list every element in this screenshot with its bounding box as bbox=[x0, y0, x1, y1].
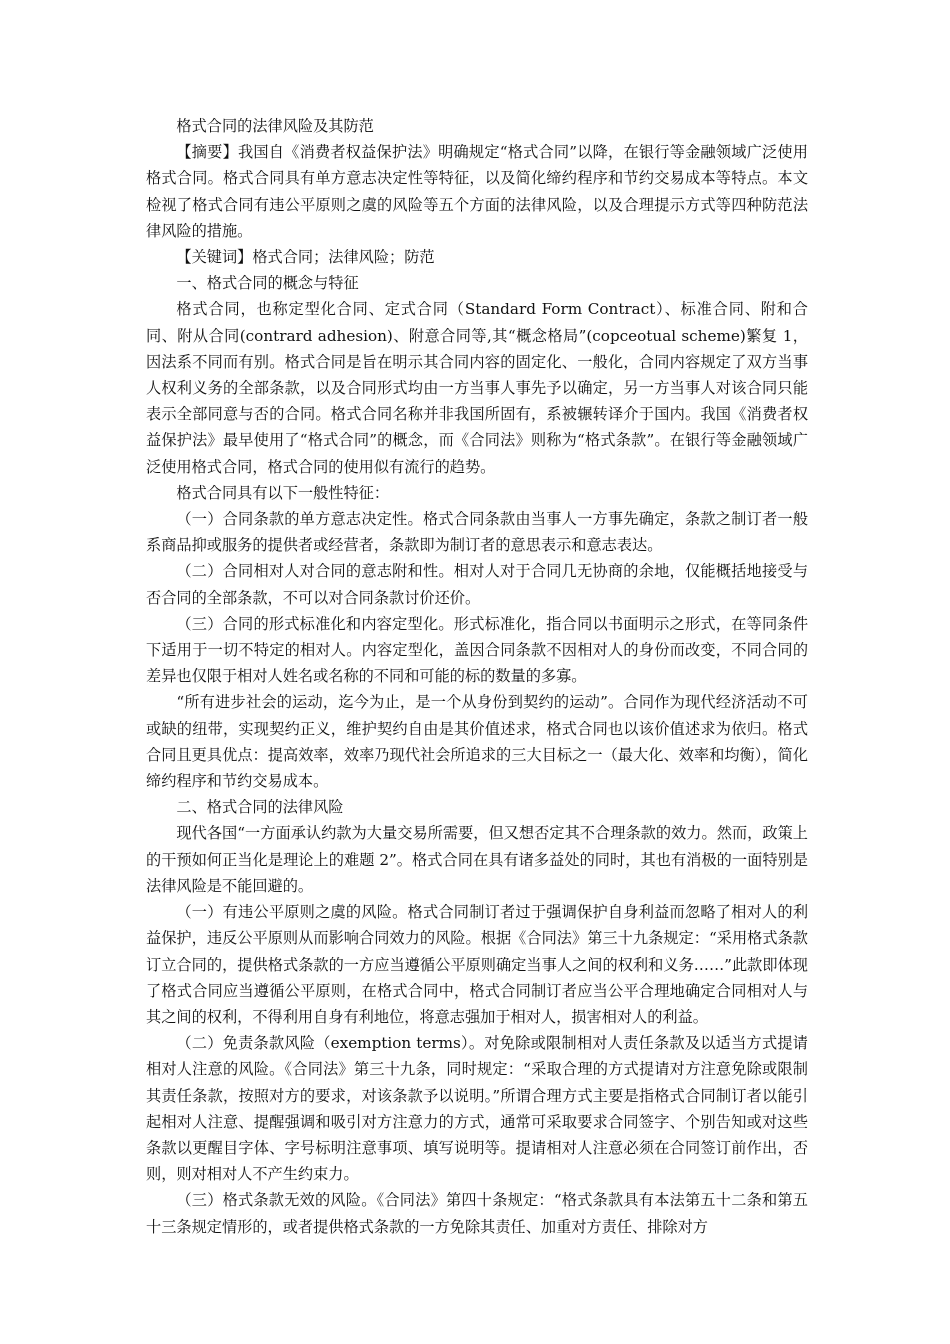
body-paragraph: （三）格式条款无效的风险。《合同法》第四十条规定：“格式条款具有本法第五十二条和第五十三条规定情形的，或者提供格式条款的一方免除其责任、加重对方责任、排除对方 bbox=[146, 1191, 808, 1236]
body-paragraph: （二）合同相对人对合同的意志附和性。相对人对于合同几无协商的余地，仅能概括地接受与否合同的全部条款，不可以对合同条款讨价还价。 bbox=[146, 562, 808, 607]
body-paragraph: （二）免责条款风险（exemption terms）。对免除或限制相对人责任条款及以适当方式提请相对人注意的风险。《合同法》第三十九条，同时规定：“采取合理的方式提请对方注意免除或限制其责任条款，按照对方的要求，对该条款予以说明。”所谓合理方式主要是指格式合同制订者以能引起相对人注意、提醒强调和吸引对方注意力的方式，通常可采取要求合同签字、个别告知或对这些条款以更醒目字体、字号标明注意事项、填写说明等。提请相对人注意必须在合同签订前作出，否则，则对相对人不产生约束力。 bbox=[146, 1034, 808, 1184]
body-paragraph: （一）有违公平原则之虞的风险。格式合同制订者过于强调保护自身利益而忽略了相对人的利益保护，违反公平原则从而影响合同效力的风险。根据《合同法》第三十九条规定：“采用格式条款订立合同的，提供格式条款的一方应当遵循公平原则确定当事人之间的权利和义务……”此款即体现了格式合同应当遵循公平原则，在格式合同中，格式合同制订者应当公平合理地确定合同相对人与其之间的权利，不得利用自身有利地位，将意志强加于相对人，损害相对人的利益。 bbox=[146, 903, 808, 1026]
body-paragraph: “所有进步社会的运动，迄今为止，是一个从身份到契约的运动”。合同作为现代经济活动不可或缺的纽带，实现契约正义，维护契约自由是其价值述求，格式合同也以该价值述求为依归。格式合同且更具优点：提高效率，效率乃现代社会所追求的三大目标之一（最大化、效率和均衡），简化缔约程序和节约交易成本。 bbox=[146, 693, 808, 791]
document-body bbox=[146, 113, 808, 1240]
body-paragraph: 格式合同，也称定型化合同、定式合同（Standard Form Contract）、标准合同、附和合同、附从合同(contrard adhesion)、附意合同等,其“概念格局”(copceotual scheme)繁复 1，因法系不同而有别。格式合同是旨在明示其合同内容的固定化、一般化，合同内容规定了双方当事人权利义务的全部条款，以及合同形式均由一方当事人事先予以确定，另一方当事人对该合同只能表示全部同意与否的合同。格式合同名称并非我国所固有，系被辗转译介于国内。我国《消费者权益保护法》最早使用了“格式合同”的概念，而《合同法》则称为“格式条款”。在银行等金融领域广泛使用格式合同，格式合同的使用似有流行的趋势。 bbox=[146, 300, 808, 476]
body-paragraph: 格式合同具有以下一般性特征： bbox=[176, 483, 390, 502]
body-paragraph: （一）合同条款的单方意志决定性。格式合同条款由当事人一方事先确定，条款之制订者一般系商品抑或服务的提供者或经营者，条款即为制订者的意思表示和意志表达。 bbox=[146, 510, 808, 555]
keywords-paragraph: 【关键词】格式合同；法律风险；防范 bbox=[176, 248, 435, 267]
section-heading-1: 一、格式合同的概念与特征 bbox=[176, 274, 359, 293]
abstract-paragraph: 【摘要】我国自《消费者权益保护法》明确规定“格式合同”以降，在银行等金融领域广泛使用格式合同。格式合同具有单方意志决定性等特征，以及简化缔约程序和节约交易成本等特点。本文检视了格式合同有违公平原则之虞的风险等五个方面的法律风险，以及合理提示方式等四种防范法律风险的措施。 bbox=[146, 143, 808, 240]
section-heading-2: 二、格式合同的法律风险 bbox=[176, 798, 344, 817]
body-paragraph: （三）合同的形式标准化和内容定型化。形式标准化，指合同以书面明示之形式，在等同条件下适用于一切不特定的相对人。内容定型化，盖因合同条款不因相对人的身份而改变，不同合同的差异也仅限于相对人姓名或名称的不同和可能的标的数量的多寡。 bbox=[146, 614, 808, 686]
body-paragraph: 现代各国“一方面承认约款为大量交易所需要，但又想否定其不合理条款的效力。然而，政策上的干预如何正当化是理论上的难题 2”。格式合同在具有诸多益处的同时，其也有消极的一面特别是法律风险是不能回避的。 bbox=[146, 824, 808, 895]
document-title: 格式合同的法律风险及其防范 bbox=[176, 117, 374, 135]
